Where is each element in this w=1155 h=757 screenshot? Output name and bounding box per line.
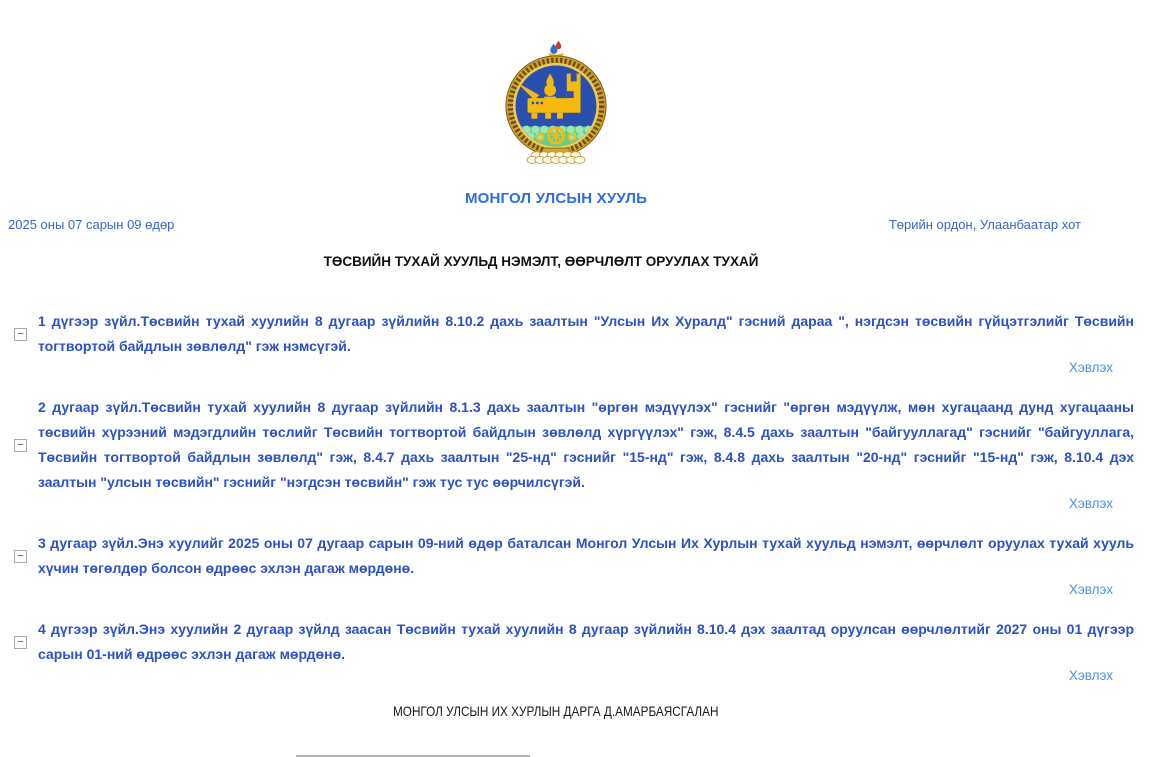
signature-line — [8, 703, 1104, 719]
law-title: ТӨСВИЙН ТУХАЙ ХУУЛЬД НЭМЭЛТ, ӨӨРЧЛӨЛТ ОРУУЛАХ ТУХАЙ — [323, 254, 759, 269]
law-location: Төрийн ордон, Улаанбаатар хот — [888, 217, 1081, 232]
meta-row — [8, 217, 1134, 232]
collapse-minus-icon[interactable]: − — [14, 550, 27, 563]
collapse-cell — [8, 531, 38, 581]
collapse-minus-icon[interactable]: − — [14, 328, 27, 341]
print-link[interactable]: Хэвлэх — [1068, 668, 1113, 683]
print-row — [38, 360, 1134, 375]
print-link[interactable]: Хэвлэх — [1068, 360, 1113, 375]
document-header — [8, 0, 1104, 207]
law-date: 2025 оны 07 сарын 09 өдөр — [8, 217, 175, 232]
print-row — [38, 668, 1134, 683]
article-text: 3 дугаар зүйл.Энэ хуулийг 2025 оны 07 дугаар сарын 09-ний өдөр баталсан Монгол Улсын Их Хурлын тухай хуульд нэмэлт, өөрчлөлт оруулах тухай хууль хүчин төгөлдөр болсон өдрөөс эхлэн дагаж мөрдөнө. — [38, 535, 1134, 576]
article-block-4 — [8, 617, 1134, 683]
print-link[interactable]: Хэвлэх — [1068, 582, 1113, 597]
article-block-2 — [8, 395, 1134, 511]
article-text: 1 дүгээр зүйл.Төсвийн тухай хуулийн 8 дугаар зүйлийн 8.10.2 дахь заалтын "Улсын Их Хуралд" гэсний дараа ", нэгдсэн төсвийн гүйцэтгэлийг Төсвийн тогтвортой байдлын зөвлөлд" гэж нэмсүгэй. — [38, 313, 1134, 354]
emblem-container — [8, 0, 1104, 164]
law-type-heading: МОНГОЛ УЛСЫН ХУУЛЬ — [464, 190, 648, 207]
article-block-3 — [8, 531, 1134, 597]
collapse-cell — [8, 309, 38, 359]
print-link[interactable]: Хэвлэх — [1068, 496, 1113, 511]
article-text: 4 дүгээр зүйл.Энэ хуулийн 2 дугаар зүйлд заасан Төсвийн тухай хуулийн 8 дугаар зүйлийн 8.10.4 дэх заалтад оруулсан өөрчлөлтийг 2027 оны 01 дүгээр сарын 01-ний өдрөөс эхлэн дагаж мөрдөнө. — [38, 621, 1134, 662]
article-text: 2 дугаар зүйл.Төсвийн тухай хуулийн 8 дугаар зүйлийн 8.1.3 дахь заалтын "өргөн мэдүүлэх" гэснийг "өргөн мэдүүлж, мөн хугацаанд дунд хугацааны төсвийн хүрээний мэдэгдлийн төслийг Төсвийн тогтвортой байдлын зөвлөлд хүргүүлэх" гэж, 8.4.5 дахь заалтын "байгууллагад" гэснийг "байгууллага, Төсвийн тогтвортой байдлын зөвлөлд" гэж, 8.4.7 дахь заалтын "25-нд" гэснийг "15-нд" гэж, 8.4.8 дахь заалтын "20-нд" гэснийг "15-нд" гэж, 8.10.4 дэх заалтын "улсын төсвийн" гэснийг "нэгдсэн төсвийн" гэж тус тус өөрчилсүгэй. — [38, 399, 1134, 490]
collapse-minus-icon[interactable]: − — [14, 636, 27, 649]
collapse-cell — [8, 395, 38, 495]
speaker-signature: МОНГОЛ УЛСЫН ИХ ХУРЛЫН ДАРГА Д.АМАРБАЯСГАЛАН — [393, 703, 719, 719]
articles-list — [8, 309, 1134, 683]
collapse-minus-icon[interactable]: − — [14, 439, 27, 452]
article-block-1 — [8, 309, 1134, 375]
mongolia-state-emblem-icon — [502, 40, 610, 164]
print-row — [38, 582, 1134, 597]
print-row — [38, 496, 1134, 511]
collapse-cell — [8, 617, 38, 667]
